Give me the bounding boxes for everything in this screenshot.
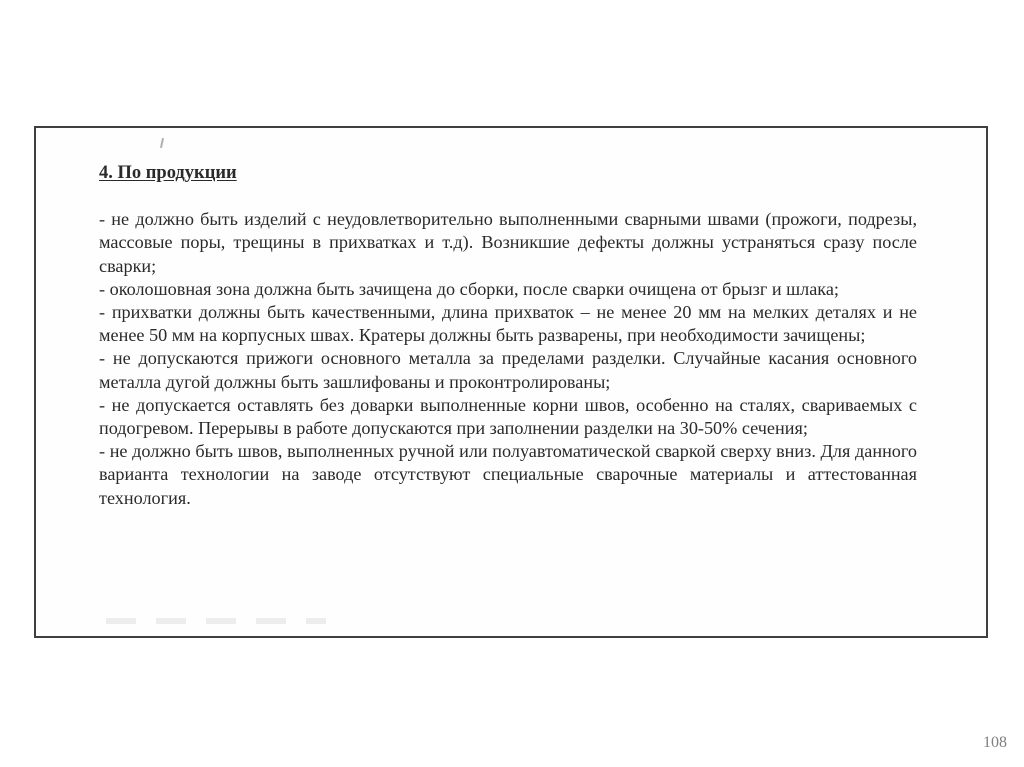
rule-paragraph: - не допускается оставлять без доварки выполненные корни швов, особенно на сталях, свариваемых с подогревом. Перерывы в работе допускаются при заполнении разделки на 30-50% сечения;	[99, 394, 917, 439]
rule-paragraph: - не должно быть швов, выполненных ручной или полуавтоматической сваркой сверху вниз. Для данного варианта технологии на заводе отсутствуют специальные сварочные материалы и аттестованная технология.	[99, 441, 917, 508]
rule-paragraph: - не должно быть изделий с неудовлетворительно выполненными сварными швами (прожоги, подрезы, массовые поры, трещины в прихватках и т.д). Возникшие дефекты должны устраняться сразу после сварки;	[99, 209, 917, 276]
page-number: 108	[983, 734, 1007, 751]
rule-paragraph: - не допускаются прижоги основного металла за пределами разделки. Случайные касания основного металла дугой должны быть зашлифованы и проконтролированы;	[99, 348, 917, 392]
scan-artifact	[160, 138, 164, 148]
section-heading: 4. По продукции	[99, 163, 237, 183]
scan-artifact	[106, 618, 326, 624]
rule-paragraph: - околошовная зона должна быть зачищена до сборки, после сварки очищена от брызг и шлака;	[99, 278, 839, 299]
rule-paragraph: - прихватки должны быть качественными, длина прихваток – не менее 20 мм на мелких деталях и не менее 50 мм на корпусных швах. Кратеры должны быть разварены, при необходимости зачищены;	[99, 302, 917, 346]
document-text	[99, 162, 917, 510]
scanned-document-frame	[34, 126, 988, 638]
